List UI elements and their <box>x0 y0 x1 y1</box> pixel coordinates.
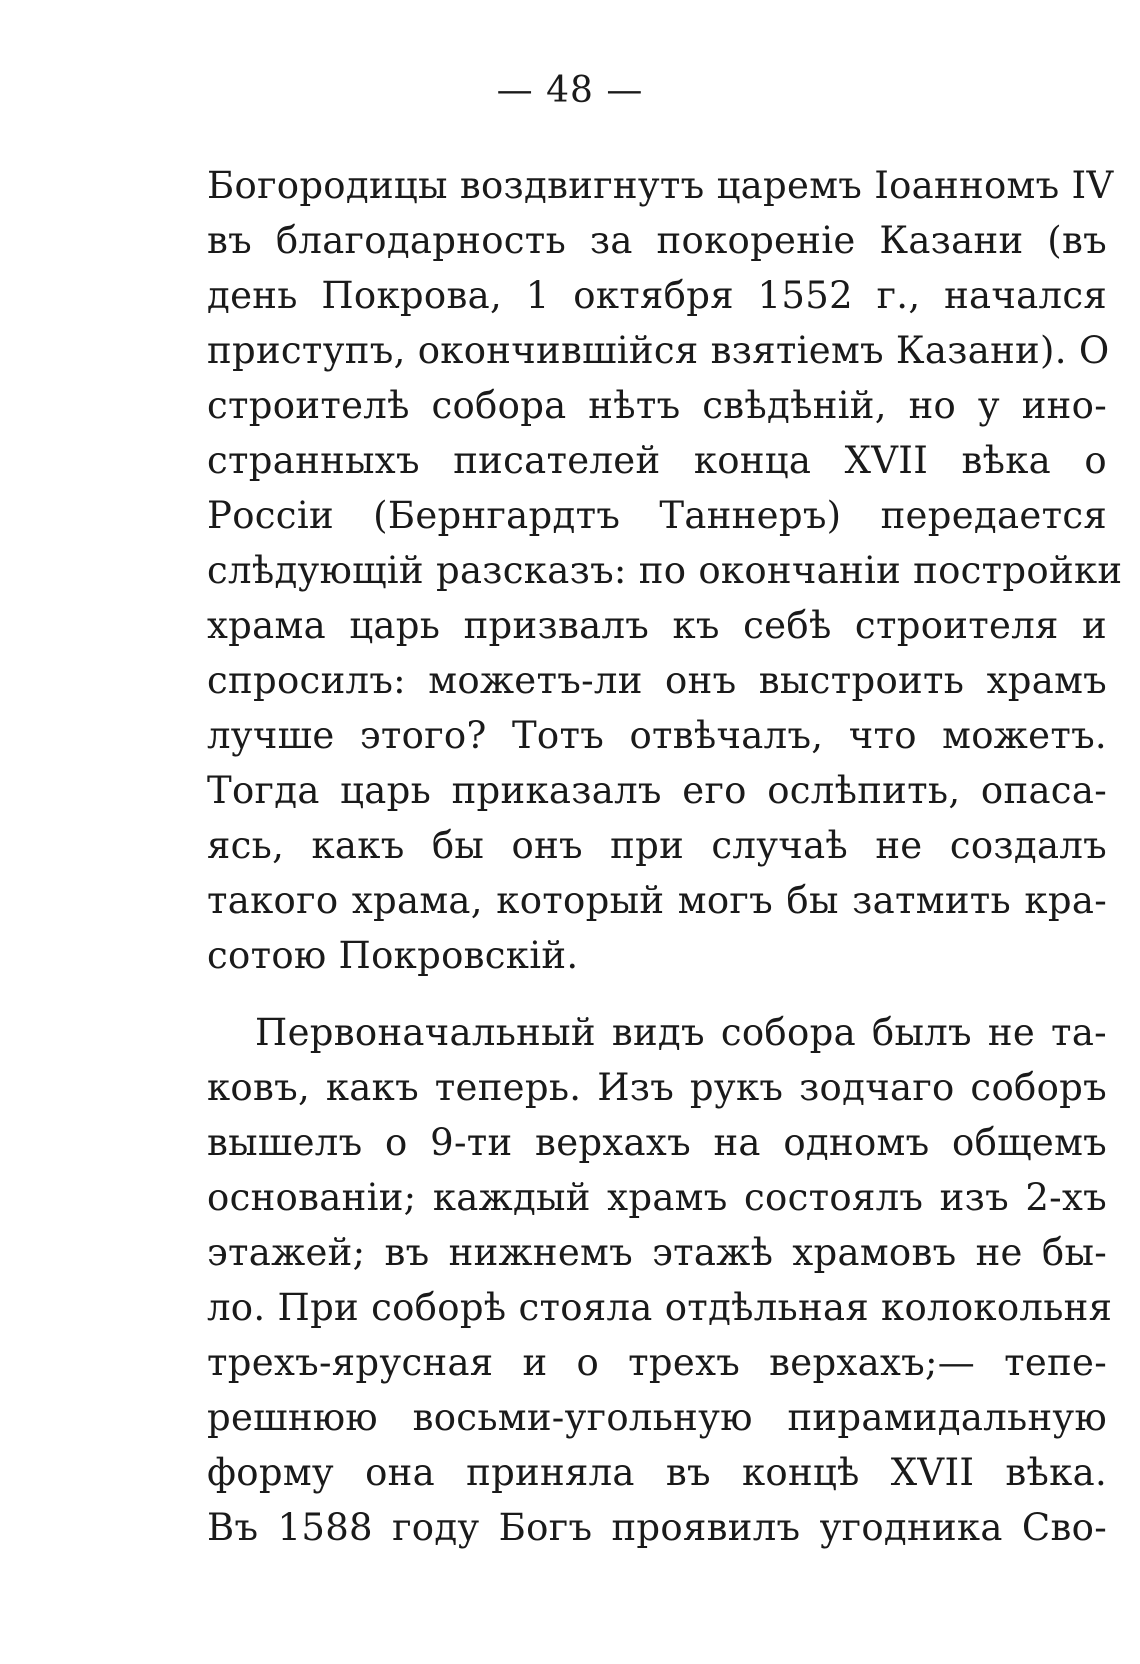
text-line: решнюю восьми-угольную пирамидальную <box>207 1396 1107 1439</box>
text-line: ковъ, какъ теперь. Изъ рукъ зодчаго соборъ <box>207 1066 1107 1109</box>
text-line: строителѣ собора нѣтъ свѣдѣній, но у ино- <box>207 384 1107 427</box>
text-line: трехъ-ярусная и о трехъ верхахъ;— тепе- <box>207 1341 1107 1384</box>
text-line: форму она приняла въ концѣ XVII вѣка. <box>207 1451 1107 1494</box>
text-line: Въ 1588 году Богъ проявилъ угодника Сво- <box>207 1506 1107 1549</box>
text-line: день Покрова, 1 октября 1552 г., начался <box>207 274 1107 317</box>
text-line: приступъ, окончившійся взятіемъ Казани). О <box>207 329 1110 372</box>
text-line: вышелъ о 9-ти верхахъ на одномъ общемъ <box>207 1121 1107 1164</box>
text-line: этажей; въ нижнемъ этажѣ храмовъ не бы- <box>207 1231 1107 1274</box>
text-line: въ благодарность за покореніе Казани (въ <box>207 219 1107 262</box>
text-line: храма царь призвалъ къ себѣ строителя и <box>207 604 1107 647</box>
text-line: ло. При соборѣ стояла отдѣльная колокольня <box>207 1286 1113 1329</box>
text-line: основаніи; каждый храмъ состоялъ изъ 2-хъ <box>207 1176 1107 1219</box>
paragraph-2 <box>207 1005 1113 1555</box>
text-line: Богородицы воздвигнутъ царемъ Іоанномъ IV <box>207 164 1114 207</box>
text-line: Тогда царь приказалъ его ослѣпить, опаса- <box>207 769 1107 812</box>
text-line: Россіи (Бернгардтъ Таннеръ) передается <box>207 494 1107 537</box>
page-number: — 48 — <box>496 70 644 111</box>
text-line: странныхъ писателей конца XVII вѣка о <box>207 439 1107 482</box>
text-line: Первоначальный видъ собора былъ не та- <box>255 1011 1107 1054</box>
text-line: спросилъ: можетъ-ли онъ выстроить храмъ <box>207 659 1107 702</box>
paragraph-1 <box>207 158 1123 983</box>
text-line: такого храма, который могъ бы затмить кра- <box>207 879 1107 922</box>
text-line: лучше этого? Тотъ отвѣчалъ, что можетъ. <box>207 714 1107 757</box>
text-line: сотою Покровскій. <box>207 934 579 977</box>
text-line: слѣдующій разсказъ: по окончаніи постройки <box>207 549 1123 592</box>
text-line: ясь, какъ бы онъ при случаѣ не создалъ <box>207 824 1107 867</box>
